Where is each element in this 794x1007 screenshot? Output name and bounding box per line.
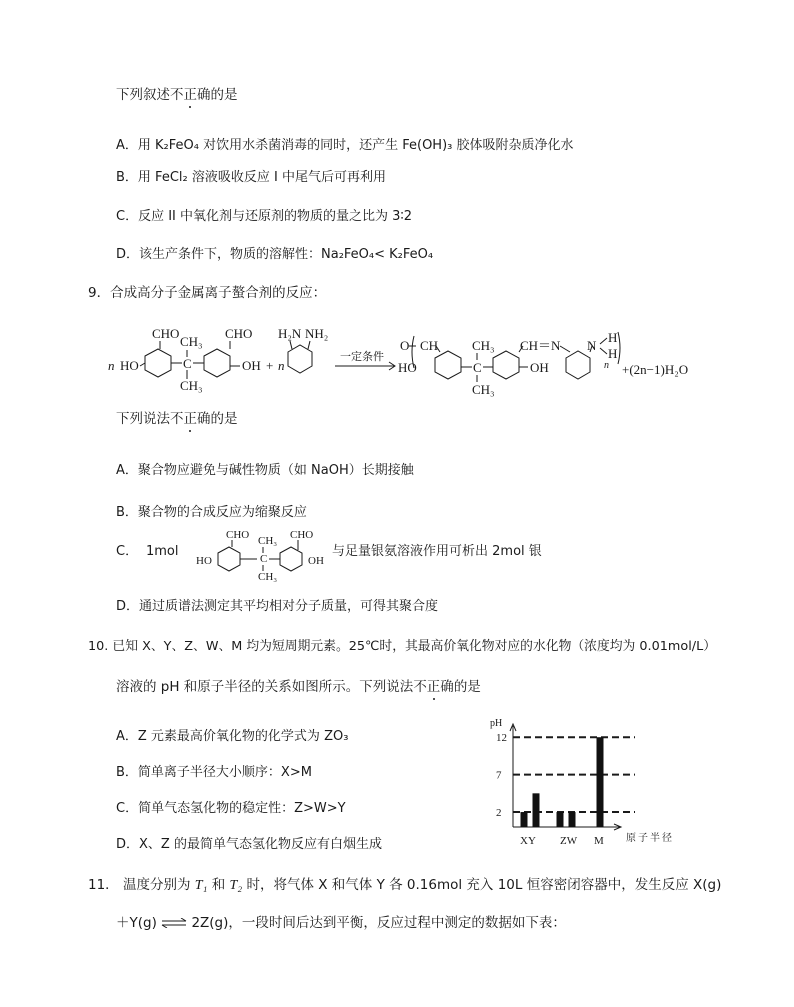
product-oh-label: OH <box>530 360 549 375</box>
struct-oh: OH <box>308 555 324 567</box>
benzene-ring-1 <box>145 349 171 377</box>
ph-atomic-radius-chart <box>480 712 700 854</box>
struct-ch3-bottom: CH₃ <box>258 571 278 583</box>
q9-stem: 下列说法不正确的是 <box>116 411 238 427</box>
t1-symbol: T₁ <box>194 878 208 893</box>
water-term: +(2n−1)H₂O <box>622 362 689 377</box>
struct-ho: HO <box>196 555 212 567</box>
product-ch-label: CH <box>420 338 439 353</box>
ytick-label: 12 <box>496 732 507 745</box>
q8-option-d[interactable]: D．该生产条件下，物质的溶解性：Na₂FeO₄< K₂FeO₄ <box>116 247 434 262</box>
q10-stem-line2: 溶液的 pH 和原子半径的关系如图所示。下列说法不正确的是 <box>116 679 481 695</box>
q8-option-c[interactable]: C．反应 II 中氧化剂与还原剂的物质的量之比为 3∶2 <box>116 209 413 224</box>
category-label-ZW: ZW <box>560 835 578 847</box>
q11-stem-line1: 11． 温度分别为 T₁ 和 T₂ 时，将气体 X 和气体 Y 各 0.16mol 充入 10L 恒容密闭容器中，发生反应 X(g) <box>88 877 722 893</box>
q8-stem: 下列叙述不正确的是 <box>116 87 238 103</box>
bond <box>600 348 607 354</box>
struct-ring-1 <box>218 547 240 571</box>
bar-Z <box>557 812 564 827</box>
product-h-bottom-label: H <box>608 346 618 361</box>
product-ch3-bottom-label: CH₃ <box>472 382 495 397</box>
bar-M <box>597 737 604 827</box>
struct-cho-left: CHO <box>226 529 250 541</box>
product-h-top-label: H <box>608 330 618 345</box>
reference-lines <box>513 737 635 812</box>
t2-symbol: T₂ <box>229 878 243 893</box>
q10-option-a[interactable]: A．Z 元素最高价氧化物的化学式为 ZO₃ <box>116 729 349 744</box>
struct-ch3-top: CH₃ <box>258 535 278 547</box>
bar-W <box>569 812 576 827</box>
cho-left-label: CHO <box>152 326 180 341</box>
q9-reaction-scheme <box>100 322 700 402</box>
bracket-right <box>618 332 620 364</box>
nh2-label: NH₂ <box>305 326 329 341</box>
bar-Y <box>533 793 540 827</box>
ytick-label: 2 <box>496 807 502 820</box>
q9-option-d[interactable]: D．通过质谱法测定其平均相对分子质量，可得其聚合度 <box>116 599 439 614</box>
ch3-bottom-label: CH₃ <box>180 378 203 393</box>
y-axis-label: pH <box>490 718 503 729</box>
product-n-label: N <box>587 338 597 353</box>
product-ch-n-label: CH＝N <box>520 338 561 353</box>
bond <box>290 341 292 349</box>
product-ho-label: HO <box>398 360 417 375</box>
q10-option-b[interactable]: B．简单离子半径大小顺序：X>M <box>116 765 312 780</box>
reaction-condition: 一定条件 <box>340 351 384 363</box>
q11-stem-line2: ＋Y(g) 2Z(g)，一段时间后达到平衡，反应过程中测定的数据如下表： <box>116 915 566 931</box>
q10-option-d[interactable]: D．X、Z 的最简单气态氢化物反应有白烟生成 <box>116 837 382 852</box>
bond <box>140 363 145 366</box>
struct-c: C <box>260 553 268 565</box>
benzene-ring-2 <box>204 349 230 377</box>
product-o-label: O <box>400 338 410 353</box>
ho-label: HO <box>120 358 139 373</box>
q8-option-b[interactable]: B．用 FeCl₂ 溶液吸收反应 I 中尾气后可再利用 <box>116 170 386 185</box>
struct-ring-2 <box>280 547 302 571</box>
category-labels <box>520 835 604 847</box>
struct-cho-right: CHO <box>290 529 314 541</box>
q9-title: 9．合成高分子金属离子螯合剂的反应： <box>88 285 327 301</box>
bond <box>560 346 570 352</box>
bond <box>600 338 607 344</box>
bond <box>308 341 310 349</box>
q8-option-a[interactable]: A．用 K₂FeO₄ 对饮用水杀菌消毒的同时，还产生 Fe(OH)₃ 胶体吸附杂质净化水 <box>116 138 574 153</box>
product-ring-1 <box>435 351 461 379</box>
q9-option-c-prefix: C． <box>116 544 139 559</box>
cho-right-label: CHO <box>225 326 253 341</box>
q9-option-c[interactable] <box>116 526 676 590</box>
product-ring-3 <box>566 351 590 379</box>
q10-option-c[interactable]: C．简单气态氢化物的稳定性：Z>W>Y <box>116 801 346 816</box>
oh-label: OH <box>242 358 261 373</box>
bars <box>521 737 604 827</box>
product-c-label: C <box>473 360 482 375</box>
ytick-labels <box>496 732 507 819</box>
q9-option-b[interactable]: B．聚合物的合成反应为缩聚反应 <box>116 505 307 520</box>
product-ch3-top-label: CH₃ <box>472 338 495 353</box>
h2n-label: H₂N <box>278 326 302 341</box>
q9-option-c-amount: 1mol <box>146 544 179 559</box>
plus-sign: + <box>266 358 274 373</box>
category-label-M: M <box>594 835 604 847</box>
product-subscript-n: n <box>604 360 609 371</box>
x-axis-label: 原子半径 <box>626 833 674 844</box>
dialdehyde-structure <box>194 526 334 590</box>
coefficient-n2: n <box>278 358 285 373</box>
q10-stem-line1: 10. 已知 X、Y、Z、W、M 均为短周期元素。25℃时，其最高价氧化物对应的水化物（浓度均为 0.01mol/L） <box>88 639 716 654</box>
ch3-top-label: CH₃ <box>180 334 203 349</box>
product-ring-2 <box>493 351 519 379</box>
bar-X <box>521 812 528 827</box>
ytick-label: 7 <box>496 769 502 782</box>
category-label-XY: XY <box>520 835 536 847</box>
coefficient-n1: n <box>108 358 115 373</box>
equilibrium-arrow-icon <box>161 918 187 928</box>
quaternary-c-label: C <box>183 356 192 371</box>
q9-option-c-text: 与足量银氨溶液作用可析出 2mol 银 <box>332 544 542 559</box>
benzene-ring-3 <box>288 345 312 373</box>
q9-option-a[interactable]: A．聚合物应避免与碱性物质（如 NaOH）长期接触 <box>116 463 414 478</box>
